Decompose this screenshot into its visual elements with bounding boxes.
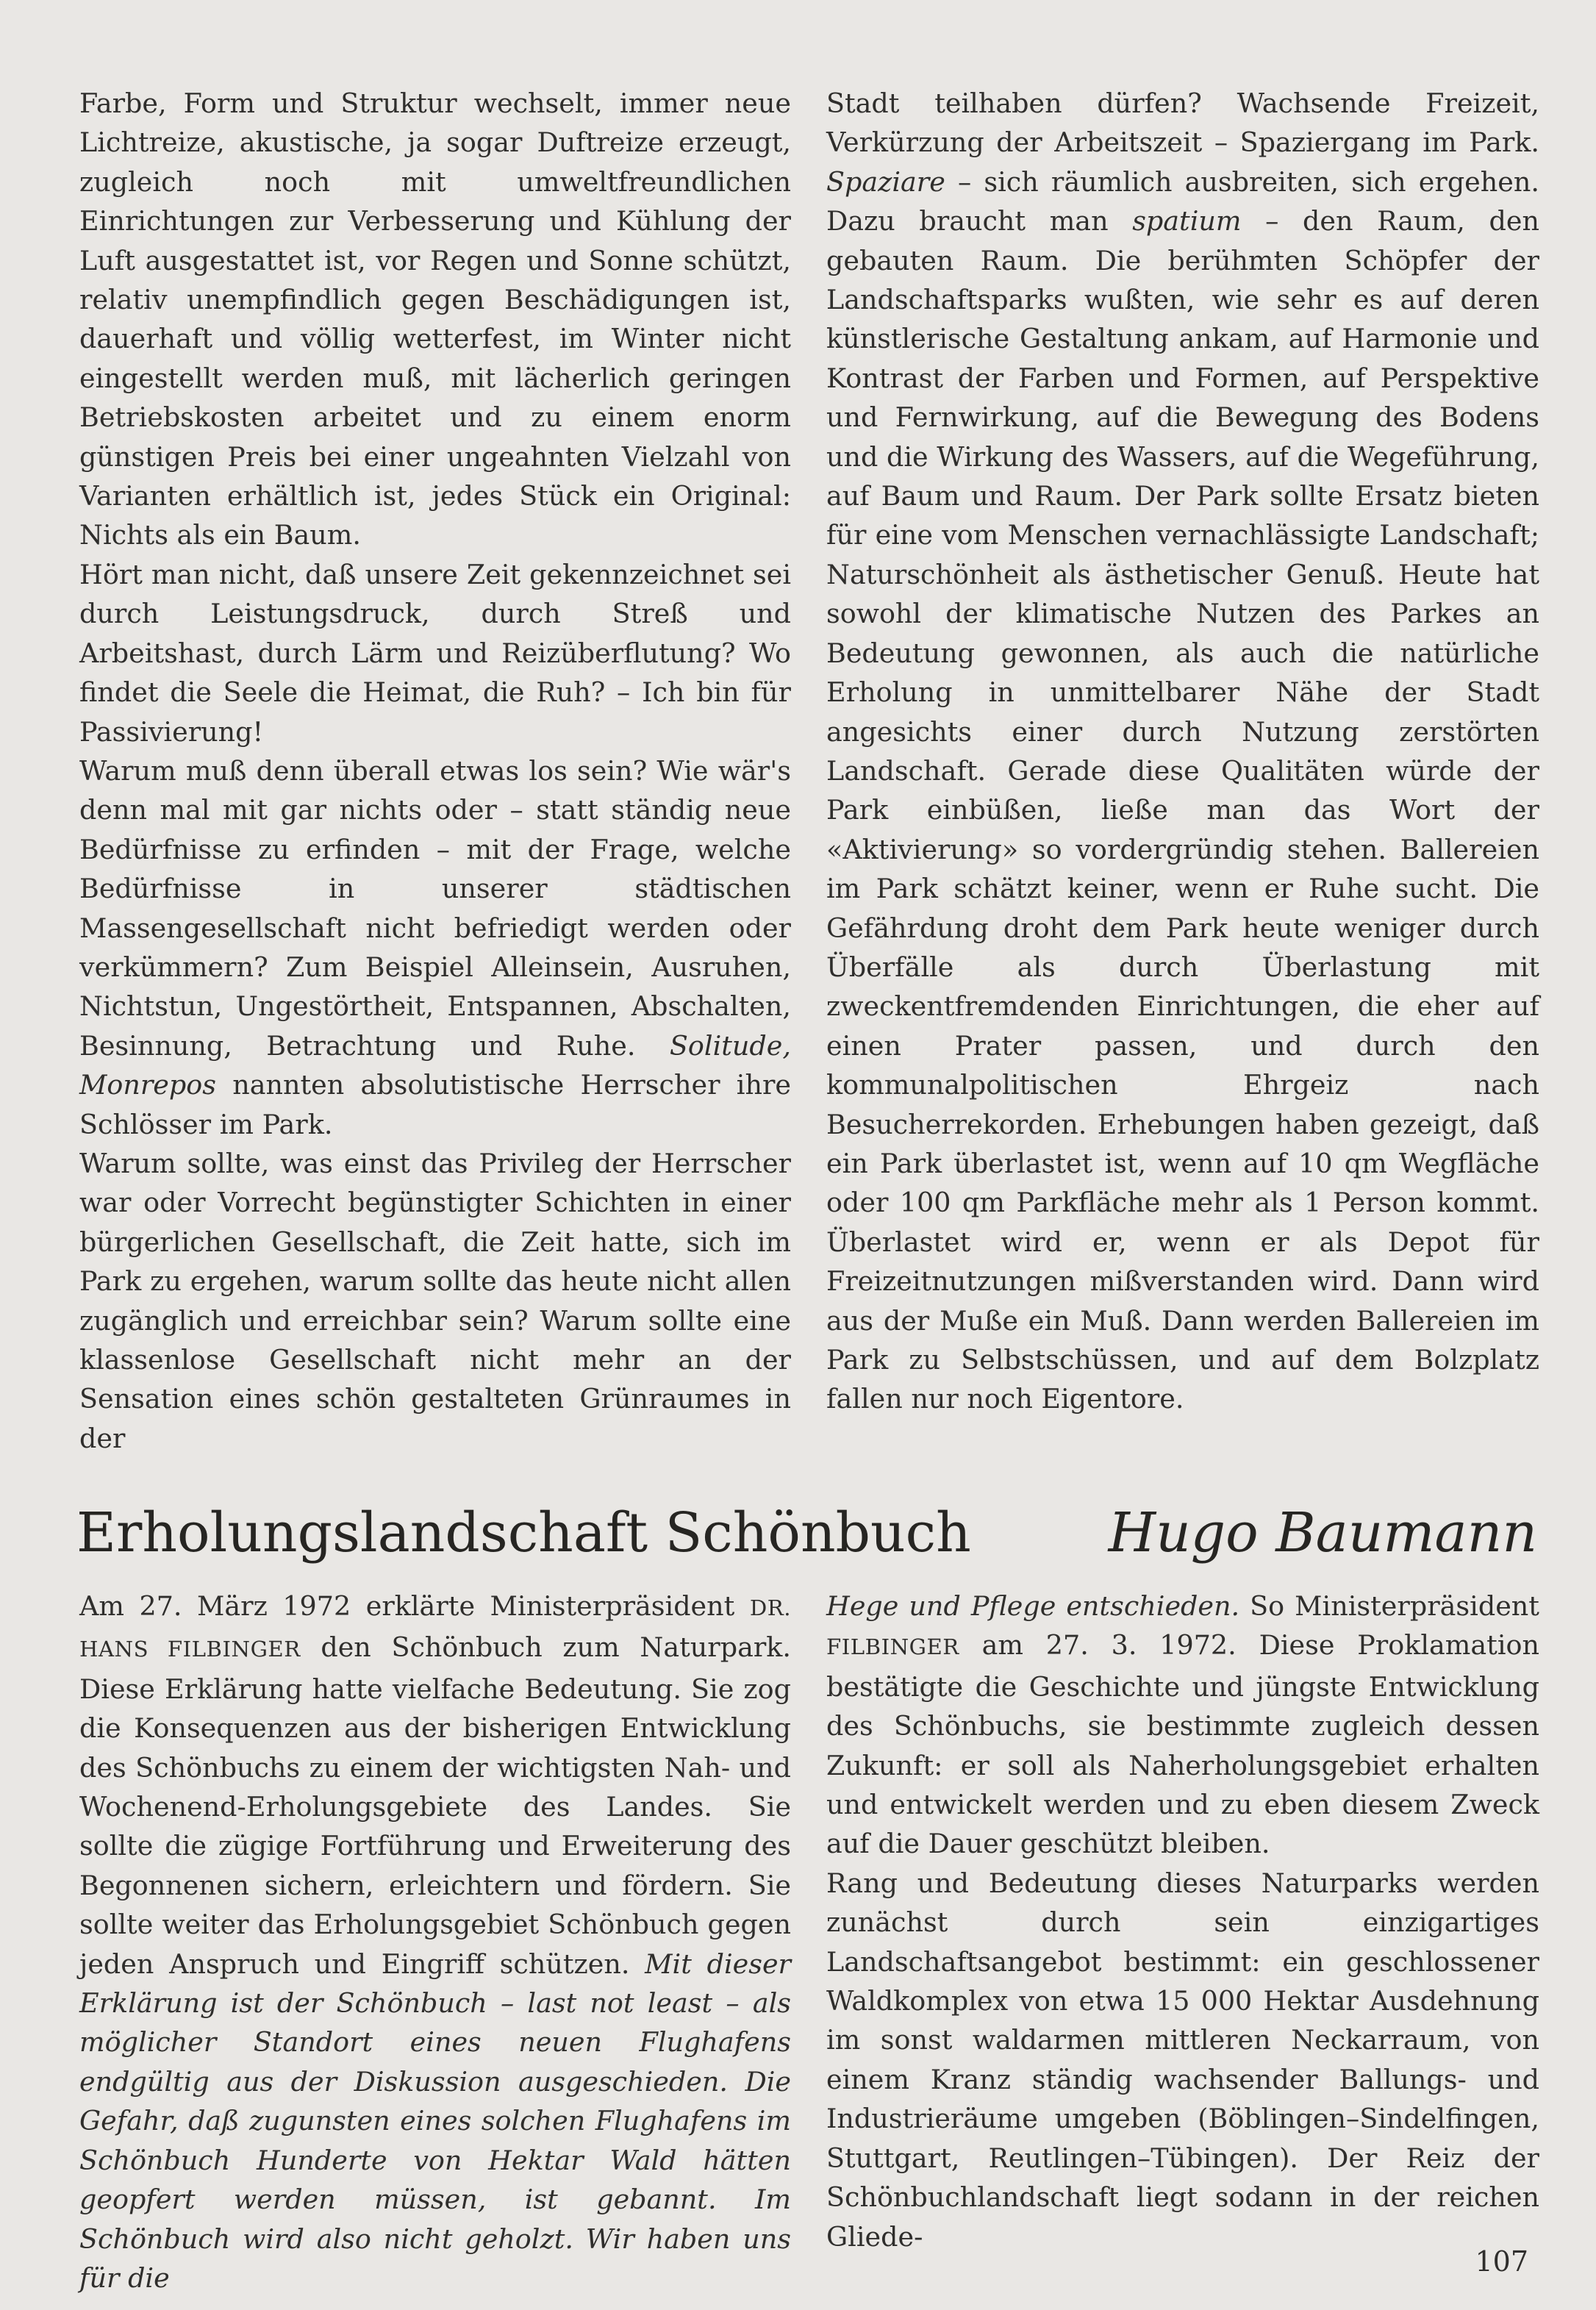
paragraph-text: Hört man nicht, daß unsere Zeit gekennzeichnet sei durch Leistungsdruck, durch Streß und Arbeitshast, durch Lärm und Reizüberflutung? Wo findet die Seele die Heimat, die Ruh? – Ich bin für Passivierung!: [79, 558, 791, 748]
paragraph-text: – den Raum, den gebauten Raum. Die berühmten Schöpfer der Landschaftsparks wußten, wie sehr es auf deren künstlerische Gestaltung ankam, auf Harmonie und Kontrast der Farben und Formen, auf Perspektive und Fernwirkung, auf die Bewegung des Bodens und die Wirkung des Wassers, auf die Wegeführung, auf Baum und Raum. Der Park sollte Ersatz bieten für eine vom Menschen vernachlässigte Landschaft; Naturschönheit als ästhetischer Genuß. Heute hat sowohl der klimatische Nutzen des Parkes an Bedeutung gewonnen, als auch die natürliche Erholung in unmittelbarer Nähe der Stadt angesichts einer durch Nutzung zerstörten Landschaft. Gerade diese Qualitäten würde der Park einbüßen, ließe man das Wort der «Aktivierung» so vordergründig stehen. Ballereien im Park schätzt keiner, wenn er Ruhe sucht. Die Gefährdung droht dem Park heute weniger durch Überfälle als durch Überlastung mit zweckentfremdenden Einrichtungen, die eher auf einen Prater passen, und durch den kommunalpolitischen Ehrgeiz nach Besucherrekorden. Erhebungen haben gezeigt, daß ein Park überlastet ist, wenn auf 10 qm Wegfläche oder 100 qm Parkfläche mehr als 1 Person kommt. Überlastet wird er, wenn er als Depot für Freizeitnutzungen mißverstanden wird. Dann wird aus der Muße ein Muß. Dann werden Ballereien im Park zu Selbstschüssen, und auf dem Bolzplatz fallen nur noch Eigentore.: [826, 205, 1540, 1415]
italic-passage: Mit dieser Erklärung ist der Schönbuch – last not least – als möglicher Standort eines neuen Flughafens endgültig aus der Diskussion ausgeschieden. Die Gefahr, daß zugunsten eines solchen Flughafens im Schönbuch Hunderte von Hektar Wald hätten geopfert werden müssen, ist gebannt. Im Schönbuch wird also nicht geholzt. Wir haben uns für die: [79, 1948, 791, 2294]
paragraph-text: Am 27. März 1972 erklärte Ministerpräsident: [79, 1590, 735, 1622]
paragraph-text: den Schönbuch zum Naturpark. Diese Erklärung hatte vielfache Bedeutung. Sie zog die Konsequenzen aus der bisherigen Entwicklung des Schönbuchs zu einem der wichtigsten Nah- und Wochenend-Erholungsgebiete des Landes. Sie sollte die zügige Fortführung und Erweiterung des Begonnenen sichern, erleichtern und fördern. Sie sollte weiter das Erholungsgebiet Schönbuch gegen jeden Anspruch und Eingriff schützen.: [79, 1631, 791, 1980]
top-right-column: [826, 84, 1539, 1419]
paragraph-text: nannten absolutistische Herrscher ihre Schlösser im Park.: [79, 1069, 791, 1140]
paragraph-text: Stadt teilhaben dürfen? Wachsende Freizeit, Verkürzung der Arbeitszeit – Spaziergang im Park.: [826, 87, 1539, 159]
paragraph-text: Farbe, Form und Struktur wechselt, immer neue Lichtreize, akustische, ja sogar Duftreize erzeugt, zugleich noch mit umweltfreundlichen Einrichtungen zur Verbesserung und Kühlung der Luft ausgestattet ist, vor Regen und Sonne schützt, relativ unempfindlich gegen Beschädigungen ist, dauerhaft und völlig wetterfest, im Winter nicht eingestellt werden muß, mit lächerlich geringen Betriebskosten arbeitet und zu einem enorm günstigen Preis bei einer ungeahnten Vielzahl von Varianten erhältlich ist, jedes Stück ein Original: Nichts als ein Baum.: [79, 87, 791, 551]
paragraph-text: So Ministerpräsident: [1250, 1590, 1539, 1622]
small-caps-name: FILBINGER: [826, 1634, 959, 1660]
italic-phrase: Solitude, Monrepos: [79, 1029, 791, 1101]
small-caps-name: DR. HANS FILBINGER: [79, 1595, 792, 1662]
paragraph-text: Rang und Bedeutung dieses Naturparks werden zunächst durch sein einzigartiges Landschaftsangebot bestimmt: ein geschlossener Waldkomplex von etwa 15 000 Hektar Ausdehnung im sonst waldarmen mittleren Neckarraum, von einem Kranz ständig wachsender Ballungs- und Industrieräume umgeben (Böblingen–Sindelfingen, Stuttgart, Reutlingen–Tübingen). Der Reiz der Schönbuchlandschaft liegt sodann in der reichen Gliede-: [826, 1867, 1539, 2253]
paragraph: [79, 1144, 791, 1458]
paragraph: [79, 555, 791, 751]
paragraph: [79, 1587, 791, 2298]
italic-passage: Hege und Pflege entschieden.: [826, 1590, 1240, 1622]
paragraph-text: Warum muß denn überall etwas los sein? Wie wär's denn mal mit gar nichts oder – statt ständig neue Bedürfnisse zu erfinden – mit der Frage, welche Bedürfnisse in unserer städtischen Massengesellschaft nicht befriedigt werden oder verkümmern? Zum Beispiel Alleinsein, Ausruhen, Nichtstun, Ungestörtheit, Entspannen, Abschalten, Besinnung, Betrachtung und Ruhe.: [79, 754, 791, 1062]
paragraph: [79, 84, 791, 555]
paragraph: [826, 1587, 1539, 1864]
page-number: 107: [1475, 2245, 1528, 2278]
italic-phrase: Spaziare: [826, 165, 945, 198]
paragraph: [79, 751, 791, 1144]
bottom-right-column: [826, 1587, 1539, 2256]
italic-phrase: spatium: [1132, 205, 1242, 237]
article-title: Erholungslandschaft Schönbuch: [76, 1501, 971, 1565]
paragraph: [826, 84, 1539, 1419]
bottom-left-column: [79, 1587, 791, 2298]
top-left-column: [79, 84, 791, 1458]
paragraph-text: am 27. 3. 1972. Diese Proklamation bestätigte die Geschichte und jüngste Entwicklung des Schönbuchs, sie bestimmte zugleich dessen Zukunft: er soll als Naherholungsgebiet erhalten und entwickelt werden und zu eben diesem Zweck auf die Dauer geschützt bleiben.: [826, 1629, 1539, 1860]
paragraph: [826, 1864, 1539, 2256]
paragraph-text: – sich räumlich ausbreiten, sich ergehen. Dazu braucht man: [826, 165, 1540, 237]
article-author: Hugo Baumann: [1108, 1501, 1537, 1565]
paragraph-text: Warum sollte, was einst das Privileg der Herrscher war oder Vorrecht begünstigter Schichten in einer bürgerlichen Gesellschaft, die Zeit hatte, sich im Park zu ergehen, warum sollte das heute nicht allen zugänglich und erreichbar sein? Warum sollte eine klassenlose Gesellschaft nicht mehr an der Sensation eines schön gestalteten Grünraumes in der: [79, 1147, 791, 1454]
